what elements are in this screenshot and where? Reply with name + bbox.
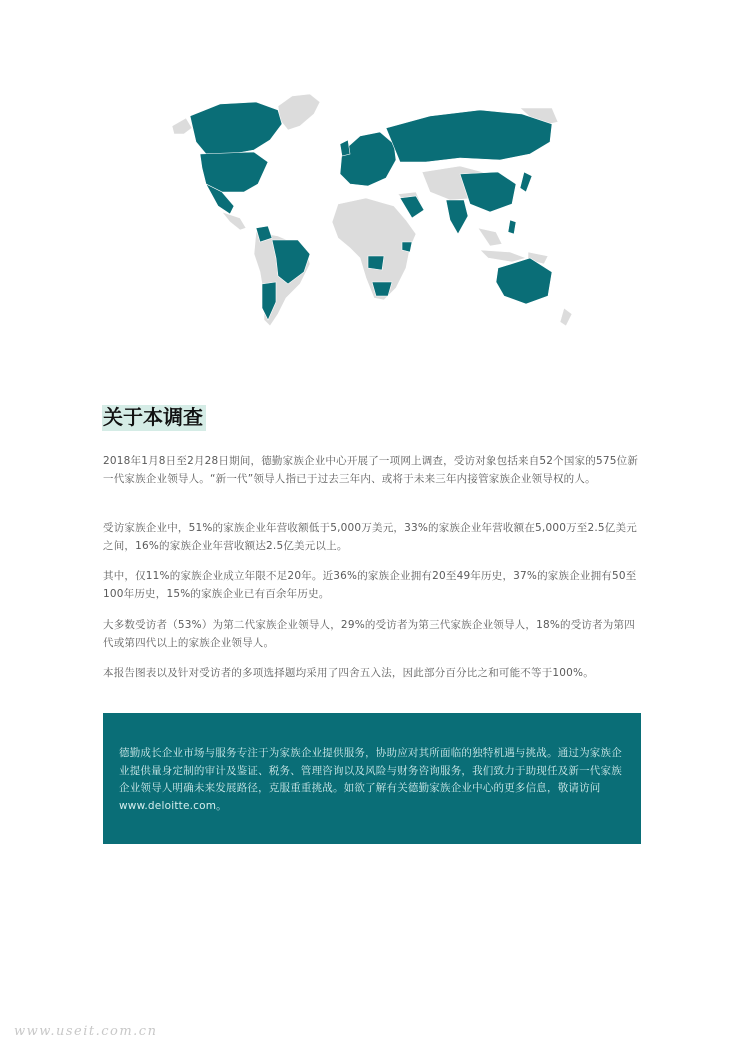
canada-shape	[190, 102, 282, 154]
japan-shape	[520, 172, 532, 192]
generation-paragraph: 大多数受访者（53%）为第二代家族企业领导人，29%的受访者为第三代家族企业领导人，18%的受访者为第四代或第四代以上的家族企业领导人。	[103, 619, 635, 649]
saudi-arabia-shape	[400, 196, 424, 218]
callout-text: 德勤成长企业市场与服务专注于为家族企业提供服务，协助应对其所面临的独特机遇与挑战。通过为家族企业提供量身定制的审计及鉴证、税务、管理咨询以及风险与财务咨询服务，我们致力于助现任及新一代家族企业领导人明确未来发展路径，克服重重挑战。如欲了解有关德勤家族企业中心的更多信息，敬请访问www.deloitte.com。	[119, 747, 622, 812]
uk-shape	[340, 140, 350, 156]
central-america-shape	[222, 212, 246, 230]
new-zealand-shape	[560, 308, 572, 326]
world-map	[160, 88, 590, 330]
kenya-shape	[402, 242, 412, 252]
survey-period-paragraph: 2018年1月8日至2月28日期间，德勤家族企业中心开展了一项网上调查，受访对象包括来自52个国家的575位新一代家族企业领导人。“新一代”领导人指已于过去三年内、或将于未来三年内接管家族企业领导权的人。	[103, 455, 639, 485]
deloitte-callout-box	[103, 713, 641, 844]
company-age-paragraph: 其中，仅11%的家族企业成立年限不足20年。近36%的家族企业拥有20至49年历史，37%的家族企业拥有50至100年历史，15%的家族企业已有百余年历史。	[103, 570, 637, 600]
russia-shape	[386, 110, 552, 162]
southeast-asia-shape	[478, 228, 502, 246]
india-shape	[446, 200, 468, 234]
europe-shape	[340, 132, 396, 186]
australia-shape	[496, 258, 552, 304]
greenland-shape	[278, 94, 320, 130]
watermark: www.useit.com.cn	[14, 1024, 158, 1039]
revenue-paragraph: 受访家族企业中，51%的家族企业年营收额低于5,000万美元，33%的家族企业年营收额在5,000万至2.5亿美元之间，16%的家族企业年营收额达2.5亿美元以上。	[103, 522, 637, 552]
angola-shape	[368, 256, 384, 270]
section-title: 关于本调查	[102, 403, 206, 431]
alaska-shape	[172, 118, 192, 134]
indonesia-shape	[480, 250, 526, 262]
china-shape	[460, 172, 516, 212]
rounding-note-paragraph: 本报告图表以及针对受访者的多项选择题均采用了四舍五入法，因此部分百分比之和可能不等于100%。	[103, 667, 594, 679]
philippines-shape	[508, 220, 516, 234]
